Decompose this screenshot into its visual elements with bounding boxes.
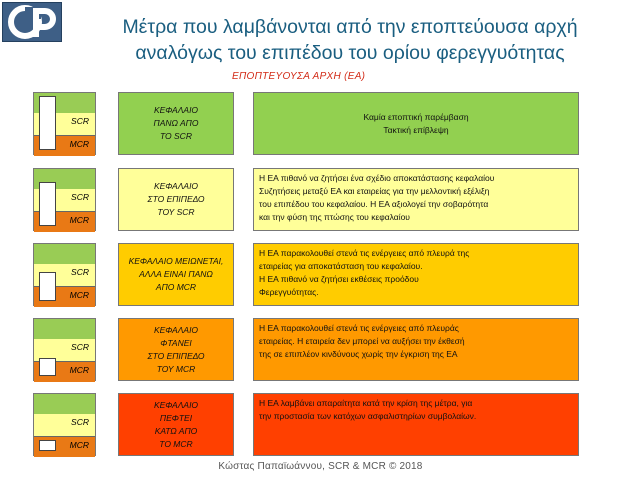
action-text-line: και την φύση της πτώσης του κεφαλαίου [259,212,410,222]
supervisory-action-box [253,393,579,456]
scr-label: SCR [71,192,89,202]
capital-gauge [33,168,96,231]
capital-level-bar [39,440,56,451]
footer-credit: Κώστας Παπαϊωάννου, SCR & MCR © 2018 [218,461,423,472]
gauge-surplus-zone [34,244,95,265]
action-text-line: Τακτική επίβλεψη [383,124,449,135]
capital-level-bar [39,96,56,150]
scr-label: SCR [71,417,89,427]
action-text-line: Καμία εποπτική παρέμβαση [363,111,469,122]
gauge-surplus-zone [34,394,95,415]
action-text-line: Η ΕΑ παρακολουθεί στενά τις ενέργειες από πλευράς [259,323,459,333]
capital-gauge [33,243,96,306]
capital-level-text: ΚΕΦΑΛΑΙΟ ΦΤΑΝΕΙ ΣΤΟ ΕΠΙΠΕΔΟ ΤΟΥ MCR [147,324,205,374]
capital-level-bar [39,272,56,301]
supervisory-action-box [253,92,579,155]
capital-level-text: ΚΕΦΑΛΑΙΟ ΜΕΙΩΝΕΤΑΙ, ΑΛΛΑ ΕΙΝΑΙ ΠΑΝΩ ΑΠΟ MCR [128,256,224,292]
title-line-1: Μέτρα που λαμβάνονται από την εποπτεύουσα αρχή [122,16,578,38]
action-text-line: του επιπέδου του κεφαλαίου. Η ΕΑ αξιολογεί την σοβαρότητα [259,199,489,209]
mcr-label: MCR [69,139,89,149]
action-text-line: της σε επιπλέον κινδύνους χωρίς την έγκριση της ΕΑ [259,349,458,359]
page-title [70,14,630,66]
supervisory-action-box [253,168,579,231]
capital-level-text: ΚΕΦΑΛΑΙΟ ΠΑΝΩ ΑΠΟ ΤΟ SCR [153,105,199,141]
mcr-label: MCR [69,215,89,225]
gauge-gap-zone [34,428,95,436]
action-text-line: την προστασία των κατόχων ασφαλιστηρίων συμβολαίων. [259,411,477,421]
title-line-2: αναλόγως του επιπέδου του ορίου φερεγγυότητας [135,42,565,64]
scr-label: SCR [71,342,89,352]
supervisory-action-box [253,318,579,381]
capital-level-text: ΚΕΦΑΛΑΙΟ ΣΤΟ ΕΠΙΠΕΔΟ ΤΟΥ SCR [147,181,205,217]
supervisory-action-box [253,243,579,306]
capital-level-bar [39,358,56,376]
capital-level-box [118,393,234,456]
action-text-line: Η ΕΑ πιθανό να ζητήσει εκθέσεις προόδου [259,274,419,284]
mcr-label: MCR [69,290,89,300]
capital-level-bar [39,182,56,226]
capital-gauge [33,393,96,456]
action-text-line: Συζητήσεις μεταξύ ΕΑ και εταιρείας για την μελλοντική εξέλιξη [259,186,490,196]
capital-level-box [118,168,234,231]
action-text-line: Η ΕΑ πιθανό να ζητήσει ένα σχέδιο αποκατάστασης κεφαλαίου [259,173,495,183]
action-text-line: Η ΕΑ λαμβάνει απαραίτητα κατά την κρίση της μέτρα, για [259,398,473,408]
action-text-line: εταιρείας. Η εταιρεία δεν μπορεί να αυξήσει την έκθεσή [259,336,465,346]
supervisory-authority-label: ΕΠΟΠΤΕΥΟΥΣΑ ΑΡΧΗ (ΕΑ) [232,71,366,82]
scr-label: SCR [71,267,89,277]
capital-level-box [118,92,234,155]
action-text-line: Η ΕΑ παρακολουθεί στενά τις ενέργειες από πλευρά της [259,248,470,258]
mcr-label: MCR [69,365,89,375]
gauge-surplus-zone [34,319,95,340]
action-text-line: εταιρείας για αποκατάσταση του κεφαλαίου. [259,261,423,271]
capital-gauge [33,92,96,155]
capital-level-text: ΚΕΦΑΛΑΙΟ ΠΕΦΤΕΙ ΚΑΤΩ ΑΠΟ ΤΟ MCR [153,399,199,449]
mcr-label: MCR [69,440,89,450]
action-text-line: Φερεγγυότητας. [259,287,319,297]
capital-gauge [33,318,96,381]
scr-label: SCR [71,116,89,126]
capital-level-box [118,318,234,381]
capital-level-box [118,243,234,306]
cp-logo-icon [2,2,62,42]
